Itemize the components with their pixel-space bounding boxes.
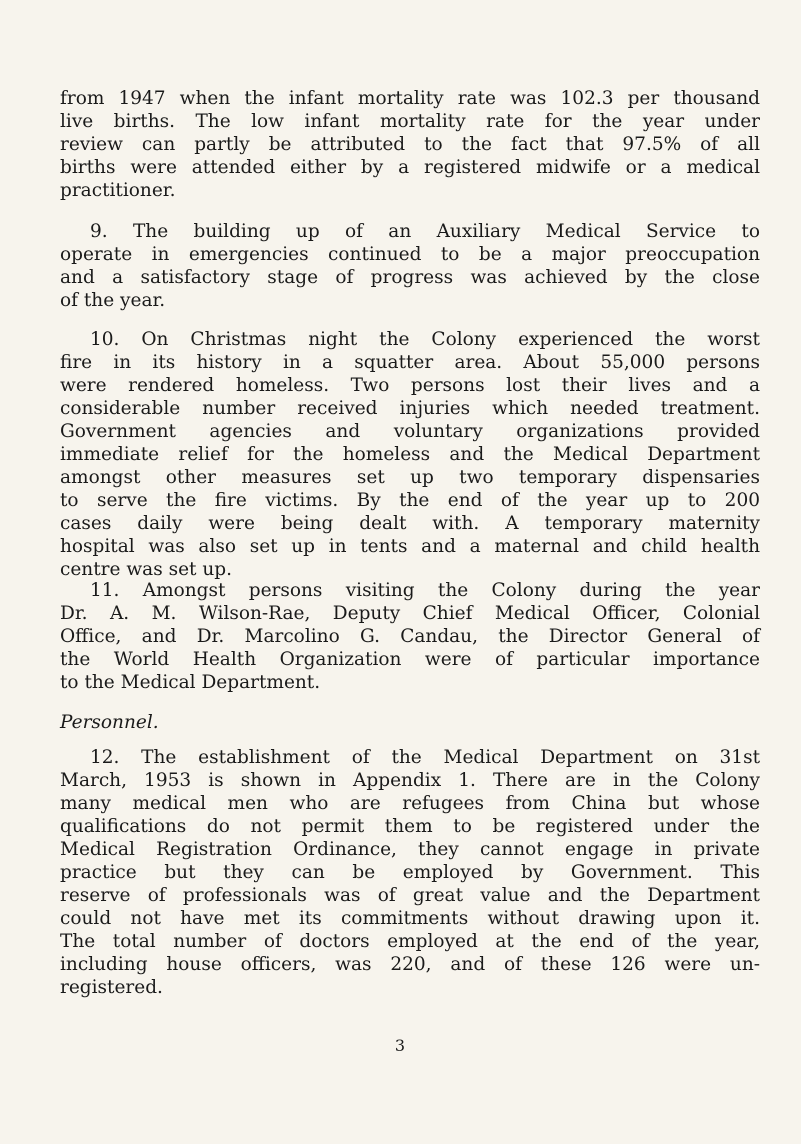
text-line: live births. The low infant mortality rate for the year under (60, 111, 760, 132)
text-line: to the Medical Department. (60, 672, 321, 693)
paragraph-8-continued (60, 87, 760, 202)
text-line: many medical men who are refugees from China but whose (60, 793, 760, 814)
paragraph-10 (60, 328, 760, 581)
text-line: considerable number received injuries which needed treatment. (60, 398, 760, 419)
text-line: births were attended either by a registered midwife or a medical (60, 157, 760, 178)
text-line: Office, and Dr. Marcolino G. Candau, the Director General of (60, 626, 760, 647)
text-line: hospital was also set up in tents and a maternal and child health (60, 536, 760, 557)
text-line: practitioner. (60, 180, 176, 201)
text-line: operate in emergencies continued to be a major preoccupation (60, 244, 760, 265)
text-line: fire in its history in a squatter area. About 55,000 persons (60, 352, 760, 373)
text-line: 11. Amongst persons visiting the Colony during the year (90, 580, 760, 601)
section-heading: Personnel. (60, 712, 159, 733)
text-line: qualifications do not permit them to be registered under the (60, 816, 760, 837)
paragraph-9 (60, 220, 760, 312)
paragraph-11 (60, 579, 760, 694)
text-line: of the year. (60, 290, 166, 311)
text-line: reserve of professionals was of great value and the Department (60, 885, 760, 906)
text-line: Dr. A. M. Wilson-Rae, Deputy Chief Medical Officer, Colonial (60, 603, 760, 624)
text-line: The total number of doctors employed at the end of the year, (60, 931, 760, 952)
section-heading-personnel (60, 711, 760, 734)
text-line: Medical Registration Ordinance, they cannot engage in private (60, 839, 760, 860)
text-line: cases daily were being dealt with. A temporary maternity (60, 513, 760, 534)
text-line: 12. The establishment of the Medical Department on 31st (90, 747, 760, 768)
text-line: including house officers, was 220, and of these 126 were un- (60, 954, 760, 975)
text-line: March, 1953 is shown in Appendix 1. There are in the Colony (60, 770, 760, 791)
text-line: could not have met its commitments without drawing upon it. (60, 908, 760, 929)
text-line: and a satisfactory stage of progress was achieved by the close (60, 267, 760, 288)
page-number: 3 (394, 1036, 406, 1055)
text-line: registered. (60, 977, 163, 998)
paragraph-12 (60, 746, 760, 999)
text-line: from 1947 when the infant mortality rate was 102.3 per thousand (60, 88, 760, 109)
text-line: centre was set up. (60, 559, 232, 580)
text-line: Government agencies and voluntary organizations provided (60, 421, 760, 442)
text-line: immediate relief for the homeless and the Medical Department (60, 444, 760, 465)
text-line: amongst other measures set up two temporary dispensaries (60, 467, 760, 488)
text-line: the World Health Organization were of particular importance (60, 649, 760, 670)
text-line: were rendered homeless. Two persons lost their lives and a (60, 375, 760, 396)
text-line: review can partly be attributed to the fact that 97.5% of all (60, 134, 760, 155)
text-line: 10. On Christmas night the Colony experienced the worst (90, 329, 760, 350)
text-line: to serve the fire victims. By the end of the year up to 200 (60, 490, 760, 511)
text-line: practice but they can be employed by Government. This (60, 862, 760, 883)
text-line: 9. The building up of an Auxiliary Medical Service to (90, 221, 760, 242)
